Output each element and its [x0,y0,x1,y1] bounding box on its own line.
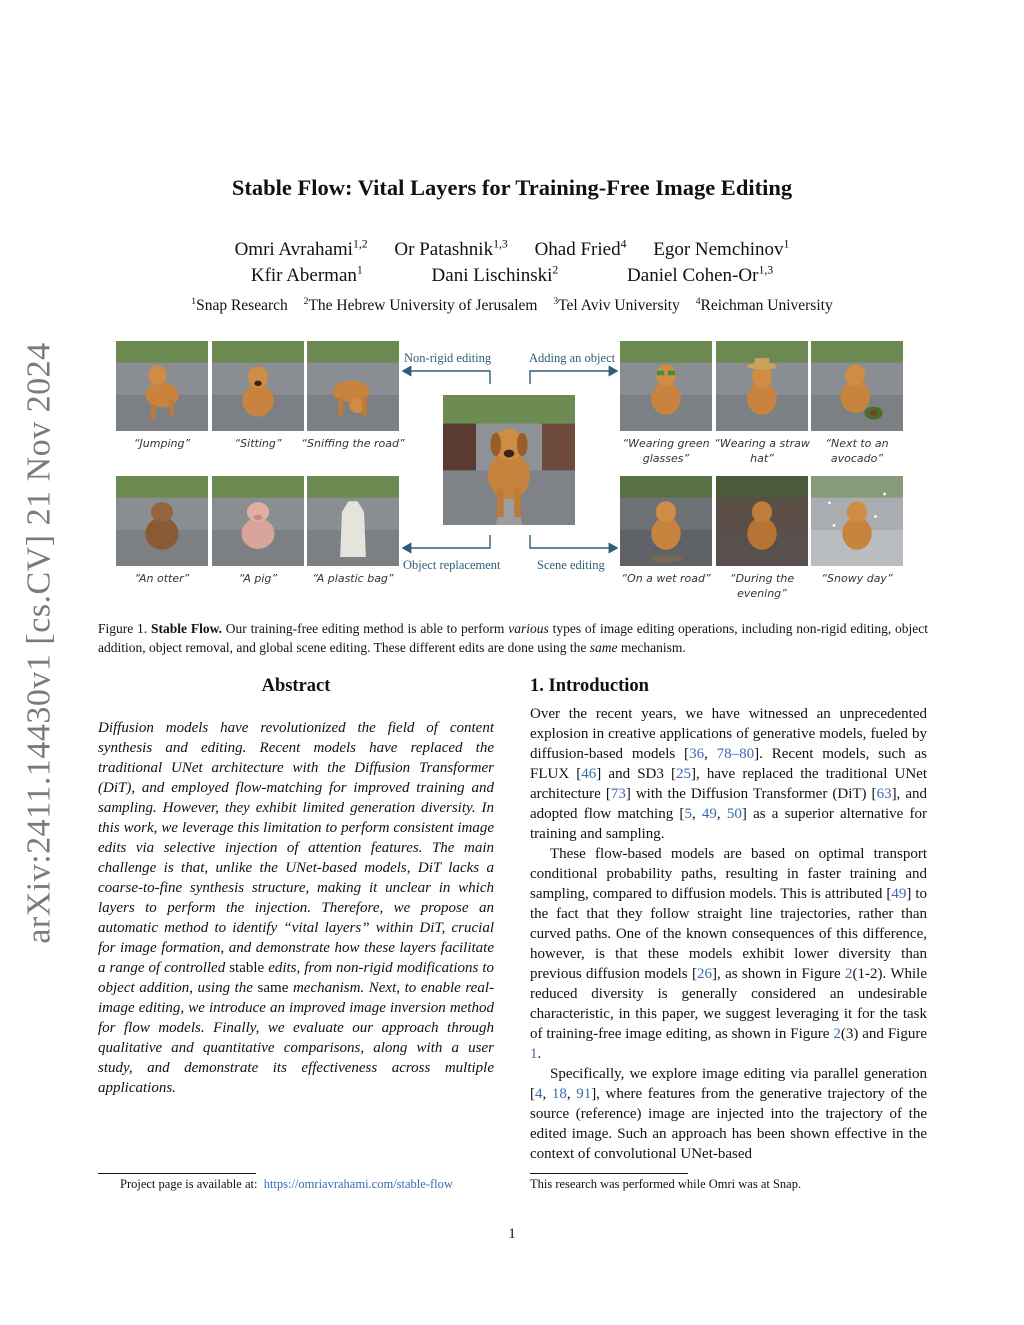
intro-paragraph-2: These flow-based models are based on optimal transport conditional probability paths, resulting in faster training and sampling, compared to diffusion models. This is attributed [49] to the fact that they follow straight line trajectories, rather than curved paths. One of the known consequences of this difference, however, is that these models exhibit lower diversity than previous diffusion models [26], as shown in Figure 2(1-2). While reduced diversity is generally considered an undesirable characteristic, in this paper, we suggest leveraging it for the task of training-free image editing, as shown in Figure 2(3) and Figure 1. [530,846,928,1062]
author: Omri Avrahami$^{1,2}$ [234,237,368,260]
figure-ref-link[interactable]: 2 [833,1026,841,1042]
project-page-link[interactable]: https://omriavrahami.com/stable-flow [263,1177,453,1191]
label-scene-editing: Scene editing [537,558,605,572]
arxiv-id-text: arXiv:2411.14430v1 [cs.CV] 21 Nov 2024 [21,341,59,944]
affiliation: $^1$Snap Research [191,295,288,314]
citation-link[interactable]: 63 [876,786,892,802]
result-pig [212,476,304,566]
caption-evening: “During the evening” [729,572,795,600]
arrow-scene [530,535,617,548]
label-non-rigid: Non-rigid editing [404,351,492,365]
caption-wet-road: “On a wet road” [621,572,711,585]
result-snowy-day [811,476,903,566]
result-wet-road [620,476,712,566]
footnote-snap: This research was performed while Omri was at Snap. [530,1177,802,1191]
result-plastic-bag [307,476,399,566]
footnote-rule-left [98,1173,256,1174]
result-evening [716,476,808,566]
caption-pig: “A pig” [238,572,278,585]
citation-link[interactable]: 91 [576,1086,592,1102]
source-dog-image [443,395,575,525]
intro-paragraph-1: Over the recent years, we have witnessed an unprecedented explosion in creative applications of generative models, fueled by diffusion-based models [36, 78–80]. Recent models, such as FLUX [46] and SD3 [25], have replaced the traditional UNet architecture [73] with the Diffusion Transformer (DiT) [63], and adopted flow matching [5, 49, 50] as a superior alternative for training and sampling. [530,706,928,842]
caption-plastic-bag: “A plastic bag” [312,572,394,585]
affiliation: $^2$The Hebrew University of Jerusalem [303,295,538,314]
caption-snowy-day: “Snowy day” [821,572,893,585]
citation-link[interactable]: 18 [551,1086,567,1102]
footnote-rule-right [530,1173,688,1174]
result-straw-hat [716,341,808,431]
affiliation: $^4$Reichman University [695,295,833,314]
teaser-figure [0,0,1024,620]
abstract-text: Diffusion models have revolutionized the field of content synthesis and editing. Recent models have replaced the traditional UNet architecture with the Diffusion Transformer (DiT), and employed flow-matching for improved training and sampling. However, they exhibit limited generation diversity. In this work, we leverage this limitation to perform consistent image edits via selective injection of attention features. The main challenge is that, unlike the UNet-based models, DiT lacks a coarse-to-fine synthesis structure, making it unclear in which layers to perform the injection. Therefore, we propose an automatic method to identify “vital layers” within DiT, crucial for image formation, and demonstrate how these layers facilitate a range of controlled stable edits, from non-rigid modifications to object addition, using the same mechanism. Next, to enable real-image editing, we introduce an improved image inversion method for flow models. Finally, we evaluate our approach through qualitative and quantitative comparisons, along with a user study, and demonstrate its effectiveness across multiple applications. [98,720,494,1096]
result-avocado [811,341,903,431]
caption-sniffing: “Sniffing the road” [301,437,405,450]
citation-link[interactable]: 49 [891,886,907,902]
citation-link[interactable]: 50 [726,806,742,822]
abstract-column [98,672,494,1098]
arrow-replacement [403,535,490,548]
figure-caption: Figure 1. Stable Flow. Our training-free editing method is able to perform various types of image editing operations, including non-rigid editing, object addition, object removal, and global scene editing. These different edits are done using the same mechanism. [98,621,929,655]
introduction-column [530,672,927,1164]
caption-straw-hat: “Wearing a straw hat” [714,437,810,465]
result-otter [116,476,208,566]
author: Ohad Fried$^4$ [534,237,627,260]
author: Egor Nemchinov$^1$ [653,237,790,260]
citation-link[interactable]: 5 [684,806,692,822]
result-jumping [116,341,208,431]
affiliation: $^3$Tel Aviv University [553,295,680,314]
figure-ref-link[interactable]: 1 [530,1046,538,1062]
caption-avocado: “Next to an avocado” [825,437,889,465]
result-green-glasses [620,341,712,431]
author: Dani Lischinski$^2$ [431,263,559,286]
page-number: 1 [508,1226,516,1242]
citation-link[interactable]: 4 [535,1086,543,1102]
abstract-heading: Abstract [261,676,331,696]
label-object-replacement: Object replacement [403,558,501,572]
introduction-heading: 1. Introduction [530,676,649,696]
intro-paragraph-3: Specifically, we explore image editing via parallel generation [4, 18, 91], where features from the generative trajectory of the source (reference) image are injected into the trajectory of the edited image. Such an approach has been shown effective in the context of convolutional UNet-based [530,1066,927,1162]
caption-sitting: “Sitting” [234,437,282,450]
figure-ref-link[interactable]: 2 [845,966,853,982]
author: Or Patashnik$^{1,3}$ [394,237,508,260]
caption-green-glasses: “Wearing green glasses” [622,437,710,465]
footnote-project-page: Project page is available at: https://omriavrahami.com/stable-flow [120,1177,453,1191]
author: Kfir Aberman$^1$ [250,263,363,286]
result-sitting [212,341,304,431]
citation-link[interactable]: 36 [689,746,705,762]
arrow-non-rigid [403,371,490,384]
result-sniffing [307,341,399,431]
caption-otter: “An otter” [134,572,190,585]
label-adding-object: Adding an object [529,351,616,365]
citation-link[interactable]: 25 [676,766,692,782]
citation-link[interactable]: 26 [696,966,712,982]
citation-link[interactable]: 49 [701,806,717,822]
citation-link[interactable]: 73 [610,786,626,802]
caption-jumping: “Jumping” [133,437,191,450]
citation-link[interactable]: 46 [581,766,597,782]
paper-title: Stable Flow: Vital Layers for Training-Free Image Editing [231,175,793,200]
author: Daniel Cohen-Or$^{1,3}$ [627,263,774,286]
citation-link[interactable]: 78–80 [716,746,755,762]
arrow-adding [530,371,617,384]
